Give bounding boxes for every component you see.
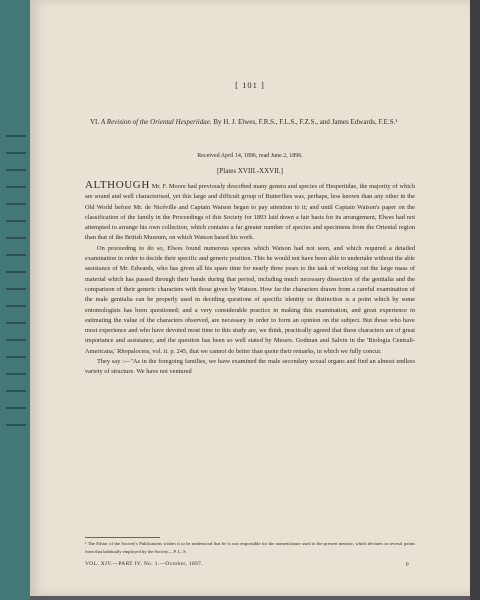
article-title xyxy=(90,117,430,128)
book-page xyxy=(30,0,470,596)
received-date-line: Received April 14, 1896, read June 2, 1896. xyxy=(197,153,303,159)
volume-line: VOL. XIV.—PART IV. No. 1.—October, 1897. xyxy=(85,561,203,567)
adjacent-page-text-marks xyxy=(6,135,26,435)
drop-cap-word: ALTHOUGH xyxy=(85,179,150,191)
footnote-divider xyxy=(85,537,160,538)
paragraph-1 xyxy=(85,180,415,244)
title-authors: By H. J. Elwes, F.R.S., F.L.S., F.Z.S., and James Edwards, F.E.S.¹ xyxy=(211,118,398,126)
footnote: ¹ The Editor of the Society's Publications wishes it to be understood that he is not responsible for the nomenclature used in the present memoir, which deviates in several points from that habitually employed by the Society.—P. L. S. xyxy=(85,541,415,554)
paragraph-3: They say :—"As in the foregoing families, we have examined the male secondary sexual organs and find an almost endless variety of structure. We have not ventured xyxy=(85,358,415,376)
title-italic: A Revision of the Oriental Hesperiidae. xyxy=(100,118,212,126)
paragraph-2: On proceeding to do so, Elwes found numerous species which Watson had not seen, and which required a detailed examination in order to decide their specific and generic position. This he would not have been able to undertake without the able assistance of Mr. Edwards, who has given all his spare time for nearly three years to the task of working out the large mass of material which has passed through their hands during that period, including much necessary dissection of the genitalia and the comparison of their generic characters with those given by Watson. How far the characters drawn from a careful examination of the male genitalia can be properly used in deciding questions of specific identity or distinction is a point which by some entomologists has been questioned; and a very considerable practice in making this examination, and great experience in estimating the value of the characters observed, are necessary in order to form an opinion on the subject. But those who have most experience and who have devoted most time to this study are, we think, practically agreed that these characters are of great importance and assistance, and the question has been so well stated by Messrs. Godman and Salvin in the 'Biologia Centrali-Americana,' Rhopalocera, vol. ii. p. 245, that we cannot do better than quote their remarks, in which we fully concur. xyxy=(85,244,415,355)
plates-reference: [Plates XVIII.-XXVII.] xyxy=(217,167,283,175)
article-body xyxy=(85,180,415,378)
adjacent-book-page xyxy=(0,0,30,600)
signature-mark: P xyxy=(406,563,409,568)
right-background xyxy=(470,0,480,600)
paragraph-1-text: Mr. F. Moore had previously described many genera and species of Hesperiidae, the majority of which are sound and well characterised, yet this large and difficult group of Butterflies was, perhaps, less known than any other in the Old World before Mr. de Nicéville and Captain Watson began to pay attention to it; and until Captain Watson's paper on the classification of the family in the Proceedings of this Society for 1893 laid down a fair basis for its arrangement, Elwes had not attempted to arrange his own collection, which contains a far greater number of species and specimens from the Oriental region than that of the British Museum, on which Watson based his work. xyxy=(85,183,415,242)
page-number: [ 101 ] xyxy=(235,80,265,90)
title-prefix: VI. xyxy=(90,118,101,126)
